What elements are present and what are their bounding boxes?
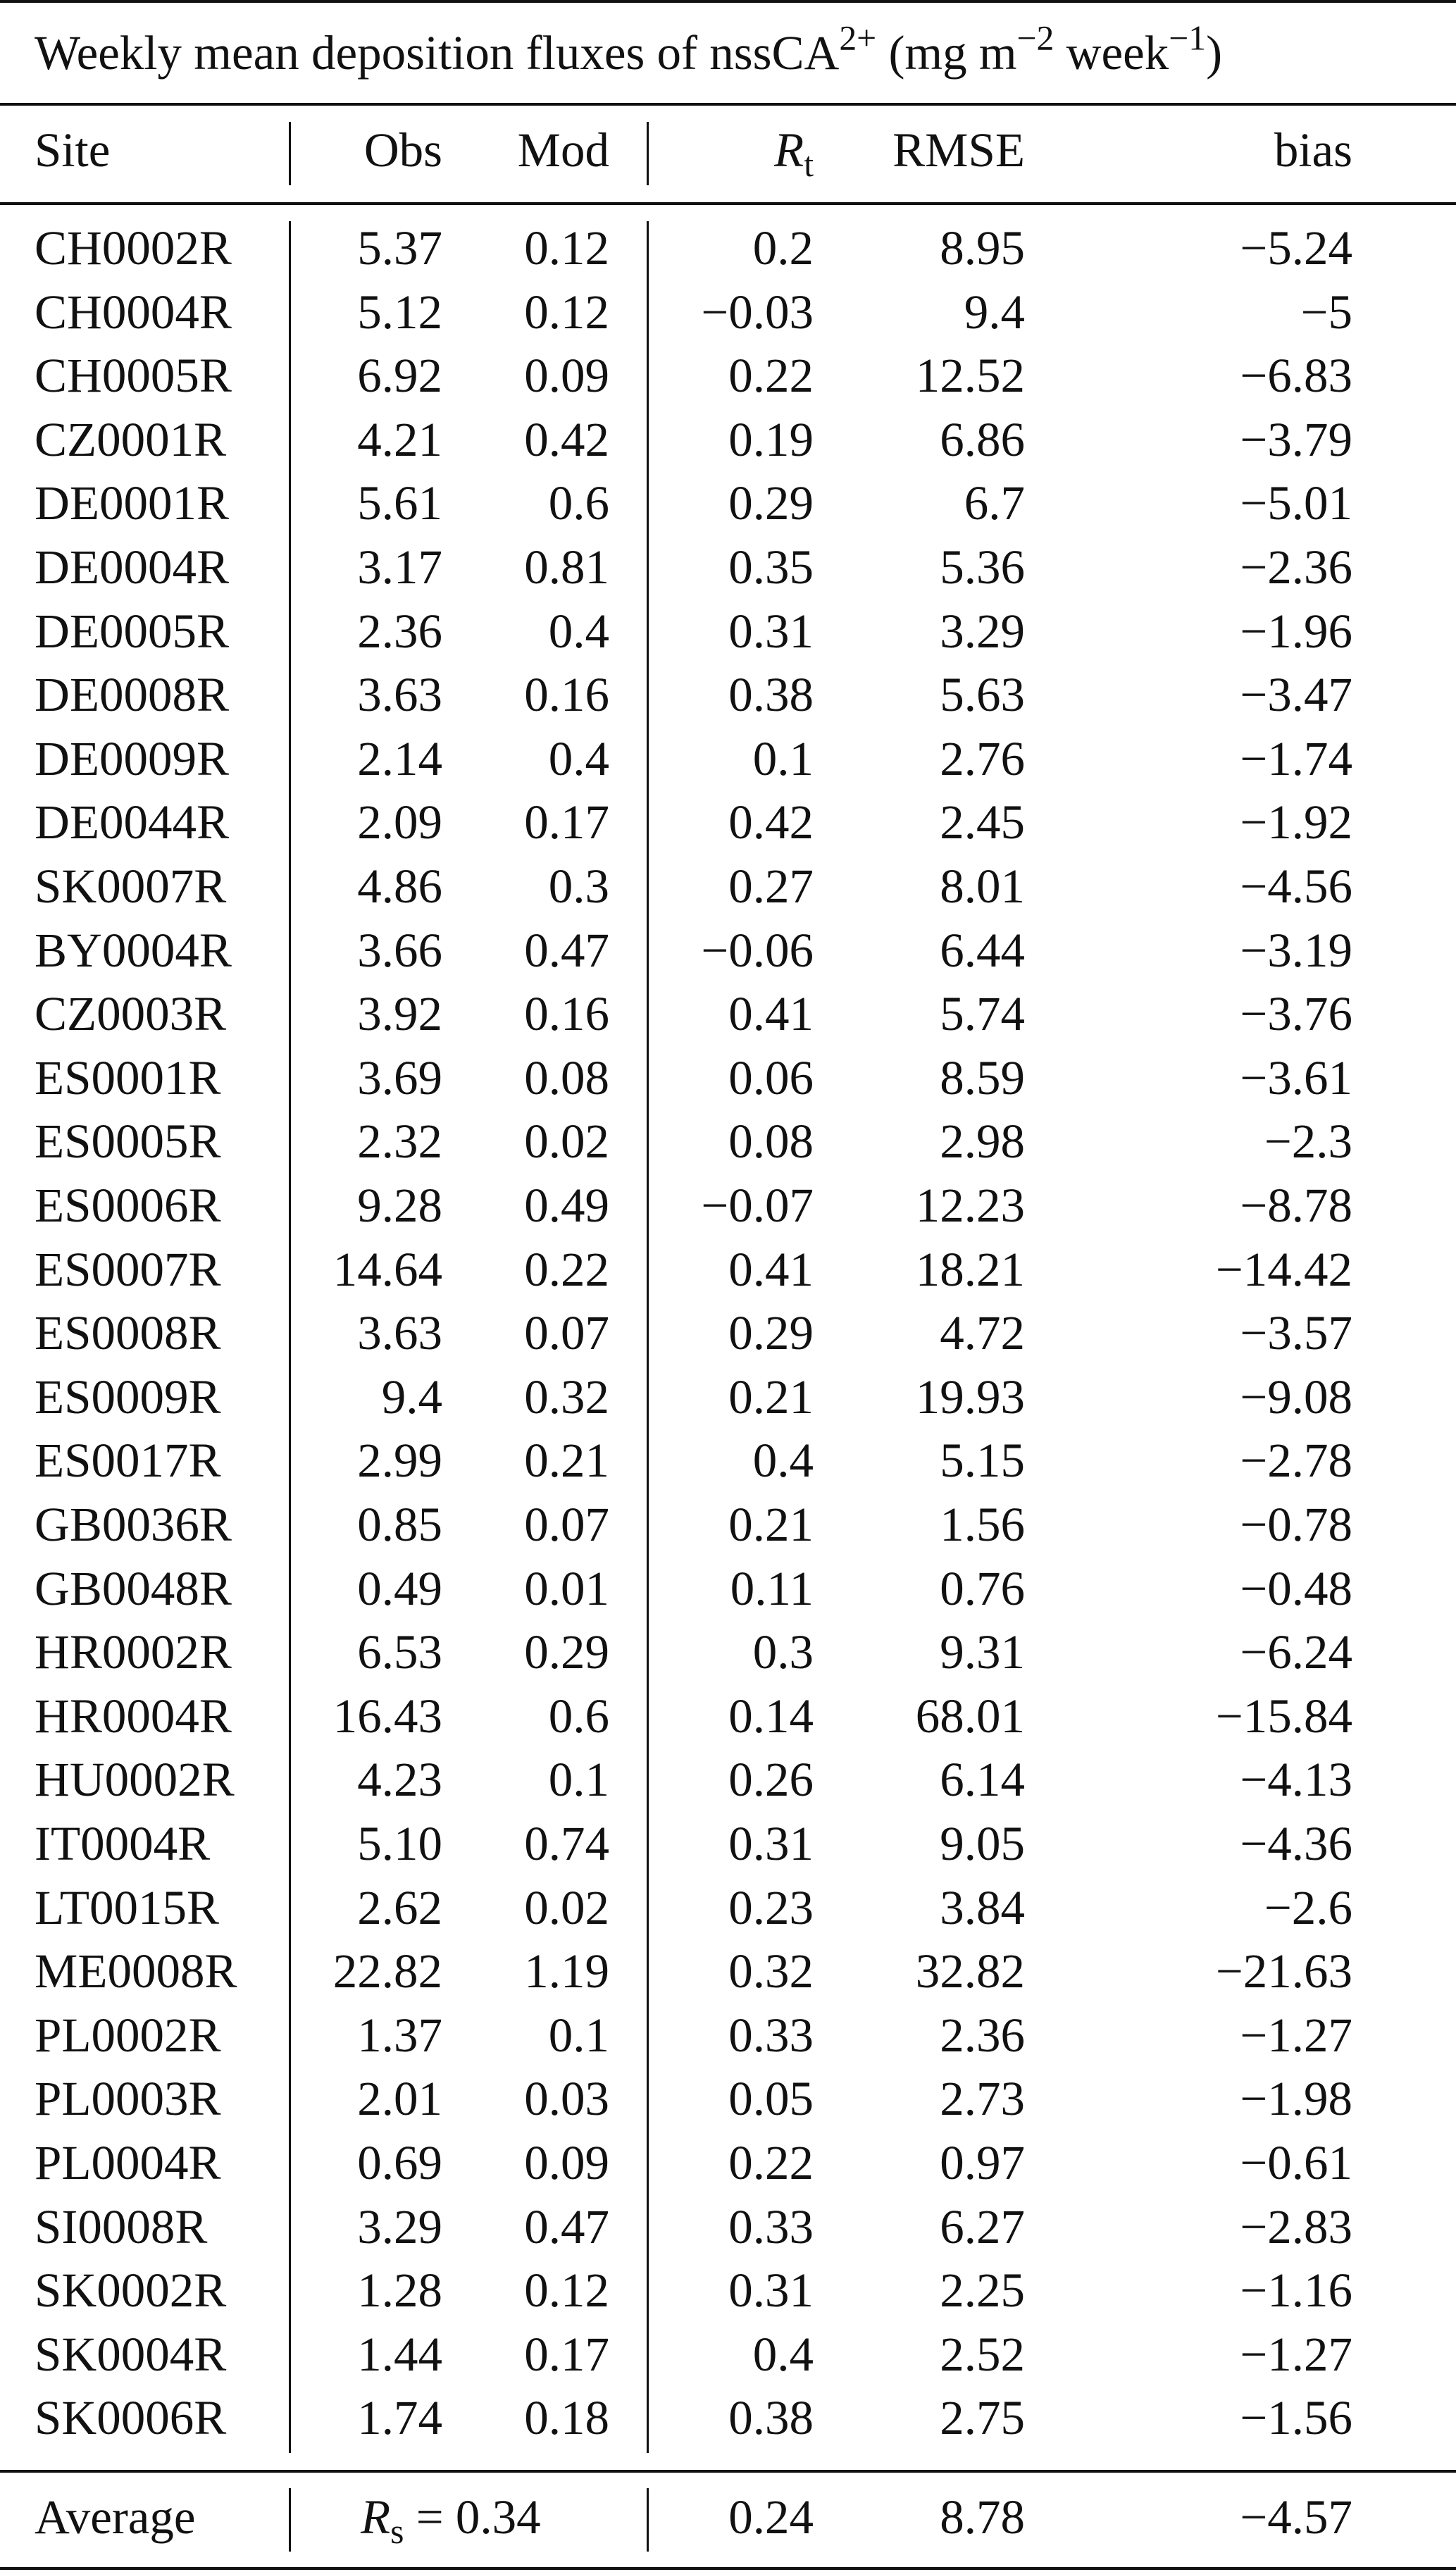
cell-obs: 0.69 [357,2136,442,2189]
cell-mod: 0.6 [548,476,609,530]
cell-mod: 0.02 [524,1114,609,1168]
cell-mod: 0.09 [524,349,609,402]
cell-mod: 0.81 [524,540,609,594]
header-divider-site [289,122,291,185]
footer-rule [0,2470,1456,2473]
cell-obs: 0.85 [357,1498,442,1551]
cell-bias: −3.19 [1240,924,1352,977]
cell-rt: 0.08 [728,1114,814,1168]
cell-mod: 0.09 [524,2136,609,2189]
cell-site: DE0005R [35,604,229,658]
cell-mod: 0.4 [548,732,609,785]
cell-obs: 3.69 [357,1051,442,1105]
cell-bias: −5.24 [1240,221,1352,275]
cell-obs: 1.28 [357,2263,442,2317]
cell-rt: 0.05 [728,2072,814,2125]
cell-bias: −14.42 [1215,1243,1352,1296]
cell-mod: 0.47 [524,924,609,977]
cell-site: SI0008R [35,2200,208,2254]
cell-bias: −6.83 [1240,349,1352,402]
cell-site: HR0004R [35,1689,232,1743]
cell-bias: −2.6 [1264,1881,1352,1934]
cell-rt: 0.4 [752,2328,814,2381]
cell-obs: 2.32 [357,1114,442,1168]
cell-site: PL0004R [35,2136,221,2189]
cell-rt: 0.29 [728,476,814,530]
cell-rt: 0.4 [752,1434,814,1487]
cell-site: ES0006R [35,1179,221,1232]
cell-mod: 0.47 [524,2200,609,2254]
cell-mod: 0.17 [524,2328,609,2381]
cell-rmse: 6.7 [964,476,1025,530]
cell-rmse: 68.01 [915,1689,1025,1743]
cell-site: CZ0003R [35,987,227,1040]
cell-rmse: 2.25 [940,2263,1025,2317]
cell-site: ES0017R [35,1434,221,1487]
cell-site: ME0008R [35,1944,237,1998]
cell-rt: −0.06 [701,924,814,977]
cell-site: DE0004R [35,540,229,594]
cell-site: ES0001R [35,1051,221,1105]
cell-bias: −1.74 [1240,732,1352,785]
cell-mod: 0.3 [548,859,609,913]
cell-obs: 1.44 [357,2328,442,2381]
cell-rmse: 32.82 [915,1944,1025,1998]
cell-obs: 6.92 [357,349,442,402]
cell-rt: 0.21 [728,1370,814,1424]
cell-obs: 5.10 [357,1817,442,1870]
cell-rt: 0.27 [728,859,814,913]
cell-bias: −5.01 [1240,476,1352,530]
cell-rmse: 2.98 [940,1114,1025,1168]
cell-site: SK0004R [35,2328,227,2381]
cell-rmse: 9.31 [940,1625,1025,1679]
cell-bias: −1.27 [1240,2328,1352,2381]
cell-rt: 0.35 [728,540,814,594]
cell-site: GB0036R [35,1498,232,1551]
cell-rt: 0.38 [728,2391,814,2444]
cell-site: ES0005R [35,1114,221,1168]
cell-bias: −3.57 [1240,1306,1352,1360]
cell-rmse: 2.45 [940,795,1025,849]
cell-rmse: 19.93 [915,1370,1025,1424]
cell-obs: 3.92 [357,987,442,1040]
cell-site: HR0002R [35,1625,232,1679]
cell-obs: 1.74 [357,2391,442,2444]
cell-bias: −4.56 [1240,859,1352,913]
cell-obs: 4.21 [357,413,442,466]
cell-obs: 22.82 [332,1944,442,1998]
caption-unit-open: (mg m [876,26,1017,80]
cell-rmse: 9.05 [940,1817,1025,1870]
caption-unit-mid: week [1054,26,1169,80]
cell-site: SK0002R [35,2263,227,2317]
header-rule [0,202,1456,205]
cell-site: BY0004R [35,924,232,977]
cell-rmse: 2.76 [940,732,1025,785]
cell-rt: −0.07 [701,1179,814,1232]
cell-rt: 0.33 [728,2200,814,2254]
header-mod: Mod [517,123,609,177]
table-caption [35,18,1223,85]
cell-site: DE0008R [35,668,229,721]
cell-mod: 0.08 [524,1051,609,1105]
cell-rt: 0.33 [728,2008,814,2062]
cell-site: SK0007R [35,859,227,913]
cell-site: DE0001R [35,476,229,530]
cell-mod: 0.16 [524,987,609,1040]
cell-mod: 0.01 [524,1562,609,1615]
cell-mod: 0.18 [524,2391,609,2444]
cell-rmse: 0.97 [940,2136,1025,2189]
cell-bias: −1.16 [1240,2263,1352,2317]
cell-rmse: 18.21 [915,1243,1025,1296]
cell-site: IT0004R [35,1817,211,1870]
cell-rmse: 6.14 [940,1753,1025,1806]
cell-bias: −2.3 [1264,1114,1352,1168]
cell-mod: 1.19 [524,1944,609,1998]
cell-obs: 5.12 [357,285,442,339]
cell-obs: 4.23 [357,1753,442,1806]
footer-label: Average [35,2490,196,2544]
cell-site: CH0005R [35,349,232,402]
cell-bias: −5 [1300,285,1352,339]
header-divider-model [647,122,649,185]
footer-rs-symbol: R [361,2490,391,2544]
footer-rmse: 8.78 [940,2490,1025,2544]
footer-bias: −4.57 [1240,2490,1352,2544]
cell-rmse: 2.73 [940,2072,1025,2125]
cell-rmse: 3.29 [940,604,1025,658]
cell-rmse: 8.95 [940,221,1025,275]
cell-rt: 0.21 [728,1498,814,1551]
cell-rt: 0.23 [728,1881,814,1934]
cell-bias: −1.96 [1240,604,1352,658]
cell-rt: 0.31 [728,604,814,658]
cell-site: CZ0001R [35,413,227,466]
cell-rmse: 5.15 [940,1434,1025,1487]
cell-bias: −9.08 [1240,1370,1352,1424]
footer-rs-value: = 0.34 [404,2490,541,2544]
cell-mod: 0.74 [524,1817,609,1870]
cell-mod: 0.12 [524,2263,609,2317]
cell-rmse: 6.27 [940,2200,1025,2254]
cell-obs: 2.99 [357,1434,442,1487]
cell-bias: −4.13 [1240,1753,1352,1806]
cell-site: ES0008R [35,1306,221,1360]
cell-mod: 0.1 [548,2008,609,2062]
cell-mod: 0.6 [548,1689,609,1743]
caption-prefix: Weekly mean deposition fluxes of nssCA [35,26,840,80]
cell-obs: 5.37 [357,221,442,275]
cell-site: CH0002R [35,221,232,275]
cell-rt: 0.3 [752,1625,814,1679]
cell-obs: 2.62 [357,1881,442,1934]
cell-bias: −2.83 [1240,2200,1352,2254]
cell-rmse: 5.74 [940,987,1025,1040]
cell-mod: 0.07 [524,1498,609,1551]
cell-rt: −0.03 [701,285,814,339]
cell-obs: 16.43 [332,1689,442,1743]
body-divider-site [289,221,291,2453]
cell-obs: 3.63 [357,668,442,721]
cell-obs: 2.14 [357,732,442,785]
cell-rt: 0.22 [728,2136,814,2189]
cell-obs: 2.36 [357,604,442,658]
cell-mod: 0.4 [548,604,609,658]
cell-site: ES0009R [35,1370,221,1424]
header-rt-symbol: R [774,123,804,177]
cell-rmse: 2.75 [940,2391,1025,2444]
cell-bias: −15.84 [1215,1689,1352,1743]
cell-obs: 14.64 [332,1243,442,1296]
cell-mod: 0.03 [524,2072,609,2125]
cell-mod: 0.07 [524,1306,609,1360]
cell-obs: 4.86 [357,859,442,913]
cell-rt: 0.31 [728,2263,814,2317]
cell-rmse: 1.56 [940,1498,1025,1551]
cell-bias: −0.61 [1240,2136,1352,2189]
cell-bias: −3.47 [1240,668,1352,721]
cell-bias: −0.78 [1240,1498,1352,1551]
cell-obs: 3.29 [357,2200,442,2254]
header-rmse: RMSE [892,123,1025,177]
cell-rt: 0.22 [728,349,814,402]
cell-mod: 0.12 [524,285,609,339]
cell-mod: 0.1 [548,1753,609,1806]
cell-site: CH0004R [35,285,232,339]
cell-bias: −1.92 [1240,795,1352,849]
cell-rmse: 2.52 [940,2328,1025,2381]
cell-obs: 3.17 [357,540,442,594]
cell-mod: 0.49 [524,1179,609,1232]
cell-obs: 2.01 [357,2072,442,2125]
footer-divider-site [289,2488,291,2552]
cell-obs: 1.37 [357,2008,442,2062]
cell-site: DE0044R [35,795,229,849]
cell-mod: 0.22 [524,1243,609,1296]
cell-rt: 0.2 [752,221,814,275]
cell-rmse: 0.76 [940,1562,1025,1615]
cell-mod: 0.32 [524,1370,609,1424]
cell-mod: 0.21 [524,1434,609,1487]
cell-bias: −1.98 [1240,2072,1352,2125]
cell-rt: 0.11 [730,1562,814,1615]
cell-rt: 0.06 [728,1051,814,1105]
cell-rt: 0.41 [728,1243,814,1296]
cell-bias: −3.76 [1240,987,1352,1040]
cell-mod: 0.16 [524,668,609,721]
cell-obs: 3.63 [357,1306,442,1360]
caption-unit-exp1: −2 [1016,18,1054,58]
cell-site: PL0003R [35,2072,221,2125]
cell-rmse: 2.36 [940,2008,1025,2062]
footer-divider-model [647,2488,649,2552]
cell-obs: 3.66 [357,924,442,977]
cell-rmse: 12.52 [915,349,1025,402]
top-rule [0,0,1456,3]
cell-bias: −21.63 [1215,1944,1352,1998]
cell-bias: −6.24 [1240,1625,1352,1679]
header-rt [634,118,814,182]
cell-rt: 0.31 [728,1817,814,1870]
cell-rt: 0.38 [728,668,814,721]
cell-site: PL0002R [35,2008,221,2062]
cell-mod: 0.17 [524,795,609,849]
footer-rs-subscript: s [390,2511,404,2551]
cell-bias: −1.56 [1240,2391,1352,2444]
cell-mod: 0.29 [524,1625,609,1679]
cell-bias: −0.48 [1240,1562,1352,1615]
cell-rmse: 5.63 [940,668,1025,721]
cell-mod: 0.02 [524,1881,609,1934]
cell-obs: 5.61 [357,476,442,530]
cell-obs: 6.53 [357,1625,442,1679]
cell-site: HU0002R [35,1753,235,1806]
cell-rt: 0.14 [728,1689,814,1743]
cell-rt: 0.19 [728,413,814,466]
cell-rt: 0.42 [728,795,814,849]
cell-rmse: 9.4 [964,285,1025,339]
footer-rt: 0.24 [728,2490,814,2544]
cell-bias: −2.78 [1240,1434,1352,1487]
cell-bias: −4.36 [1240,1817,1352,1870]
cell-obs: 2.09 [357,795,442,849]
cell-rt: 0.41 [728,987,814,1040]
cell-rmse: 5.36 [940,540,1025,594]
cell-site: ES0007R [35,1243,221,1296]
cell-site: SK0006R [35,2391,227,2444]
cell-rmse: 8.01 [940,859,1025,913]
cell-rmse: 3.84 [940,1881,1025,1934]
cell-bias: −1.27 [1240,2008,1352,2062]
caption-rule [0,103,1456,106]
header-site: Site [35,123,111,177]
cell-obs: 0.49 [357,1562,442,1615]
cell-bias: −3.79 [1240,413,1352,466]
cell-rmse: 12.23 [915,1179,1025,1232]
cell-mod: 0.42 [524,413,609,466]
cell-rmse: 6.44 [940,924,1025,977]
header-rt-subscript: t [804,144,814,184]
cell-site: DE0009R [35,732,229,785]
cell-obs: 9.28 [357,1179,442,1232]
cell-bias: −8.78 [1240,1179,1352,1232]
header-obs: Obs [363,123,442,177]
caption-unit-close: ) [1206,26,1223,80]
cell-bias: −2.36 [1240,540,1352,594]
bottom-rule [0,2567,1456,2570]
cell-rmse: 6.86 [940,413,1025,466]
cell-rt: 0.29 [728,1306,814,1360]
cell-obs: 9.4 [381,1370,442,1424]
cell-bias: −3.61 [1240,1051,1352,1105]
caption-ion-charge: 2+ [839,18,877,58]
cell-site: LT0015R [35,1881,219,1934]
cell-rt: 0.26 [728,1753,814,1806]
header-bias: bias [1274,123,1352,177]
cell-site: GB0048R [35,1562,232,1615]
cell-rt: 0.32 [728,1944,814,1998]
footer-rs [361,2485,600,2549]
caption-unit-exp2: −1 [1169,18,1207,58]
cell-rmse: 4.72 [940,1306,1025,1360]
cell-rt: 0.1 [752,732,814,785]
cell-mod: 0.12 [524,221,609,275]
cell-rmse: 8.59 [940,1051,1025,1105]
